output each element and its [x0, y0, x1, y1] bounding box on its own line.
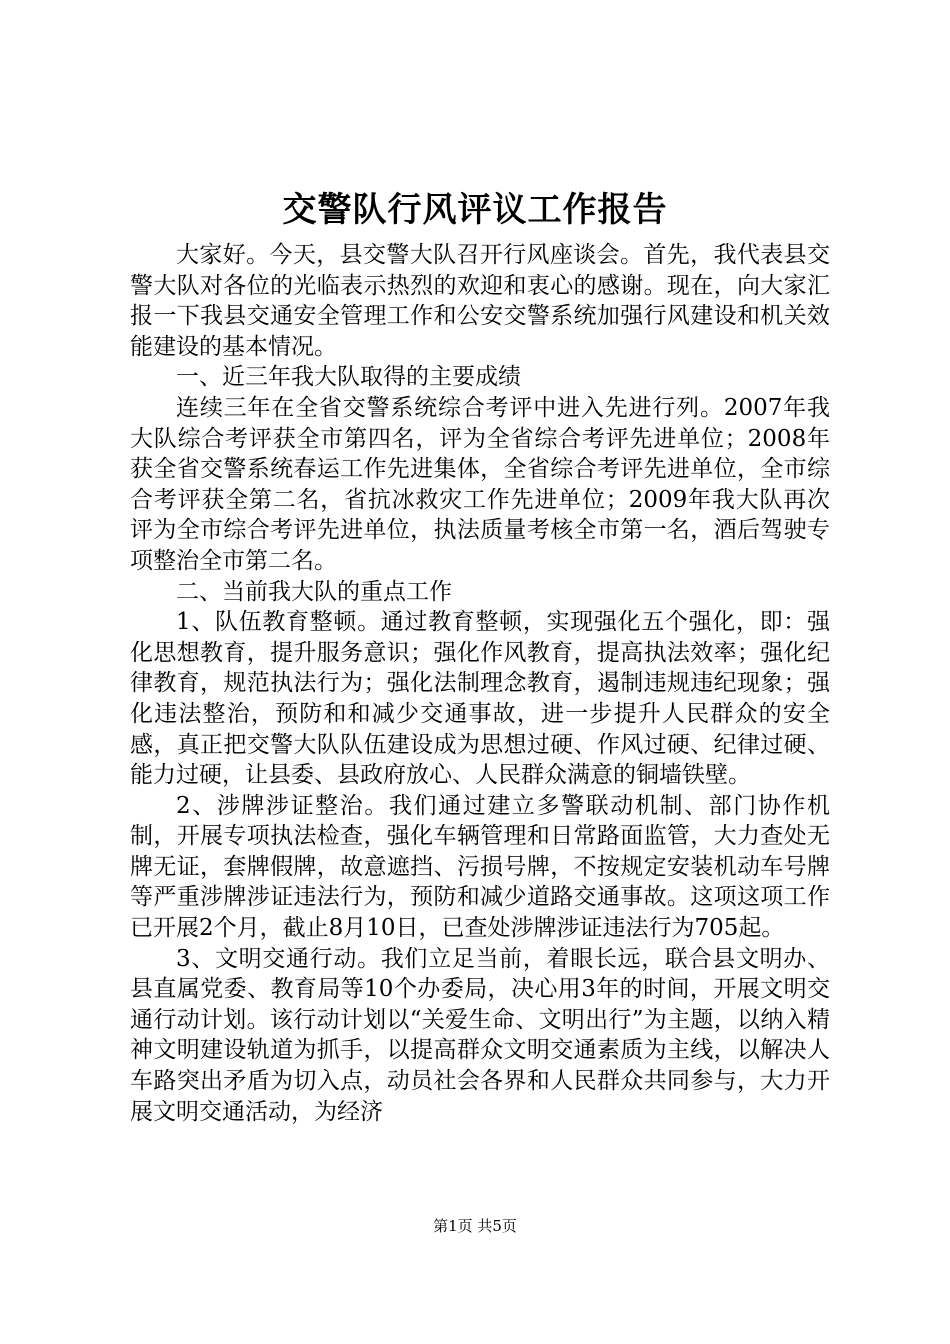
paragraph-intro: 大家好。今天，县交警大队召开行风座谈会。首先，我代表县交警大队对各位的光临表示热烈的欢迎和衷心的感谢。现在，向大家汇报一下我县交通安全管理工作和公安交警系统加强行风建设和机关效能建设的基本情况。 [130, 242, 830, 360]
section-heading-achievements: 一、近三年我大队取得的主要成绩 [176, 364, 521, 391]
page-number-footer: 第1页 共5页 [433, 1217, 517, 1235]
section-heading-key-work: 二、当前我大队的重点工作 [176, 578, 452, 605]
paragraph-license-plate-rectification: 2、涉牌涉证整治。我们通过建立多警联动机制、部门协作机制，开展专项执法检查，强化车辆管理和日常路面监管，大力查处无牌无证，套牌假牌，故意遮挡、污损号牌，不按规定安装机动车号牌等严重涉牌涉证违法行为，预防和减少道路交通事故。这项这项工作已开展2个月，截止8月10日，已查处涉牌涉证违法行为705起。 [130, 792, 830, 942]
paragraph-team-rectification: 1、队伍教育整顿。通过教育整顿，实现强化五个强化，即：强化思想教育，提升服务意识；强化作风教育，提高执法效率；强化纪律教育，规范执法行为；强化法制理念教育，遏制违规违纪现象；强化违法整治，预防和和减少交通事故，进一步提升人民群众的安全感，真正把交警大队队伍建设成为思想过硬、作风过硬、纪律过硬、能力过硬，让县委、县政府放心、人民群众满意的铜墙铁壁。 [130, 609, 830, 789]
document-title: 交警队行风评议工作报告 [282, 190, 668, 230]
document-body [130, 240, 830, 1127]
paragraph-achievements: 连续三年在全省交警系统综合考评中进入先进行列。2007年我大队综合考评获全市第四名，评为全省综合考评先进单位；2008年获全省交警系统春运工作先进集体，全省综合考评先进单位，全市综合考评获全第二名，省抗冰救灾工作先进单位；2009年我大队再次评为全市综合考评先进单位，执法质量考核全市第一名，酒后驾驶专项整治全市第二名。 [130, 394, 830, 574]
paragraph-civilized-traffic: 3、文明交通行动。我们立足当前，着眼长远，联合县文明办、县直属党委、教育局等10个办委局，决心用3年的时间，开展文明交通行动计划。该行动计划以“关爱生命、文明出行”为主题，以纳入精神文明建设轨道为抓手，以提高群众文明交通素质为主线，以解决人车路突出矛盾为切入点，动员社会各界和人民群众共同参与，大力开展文明交通活动，为经济 [130, 945, 830, 1125]
